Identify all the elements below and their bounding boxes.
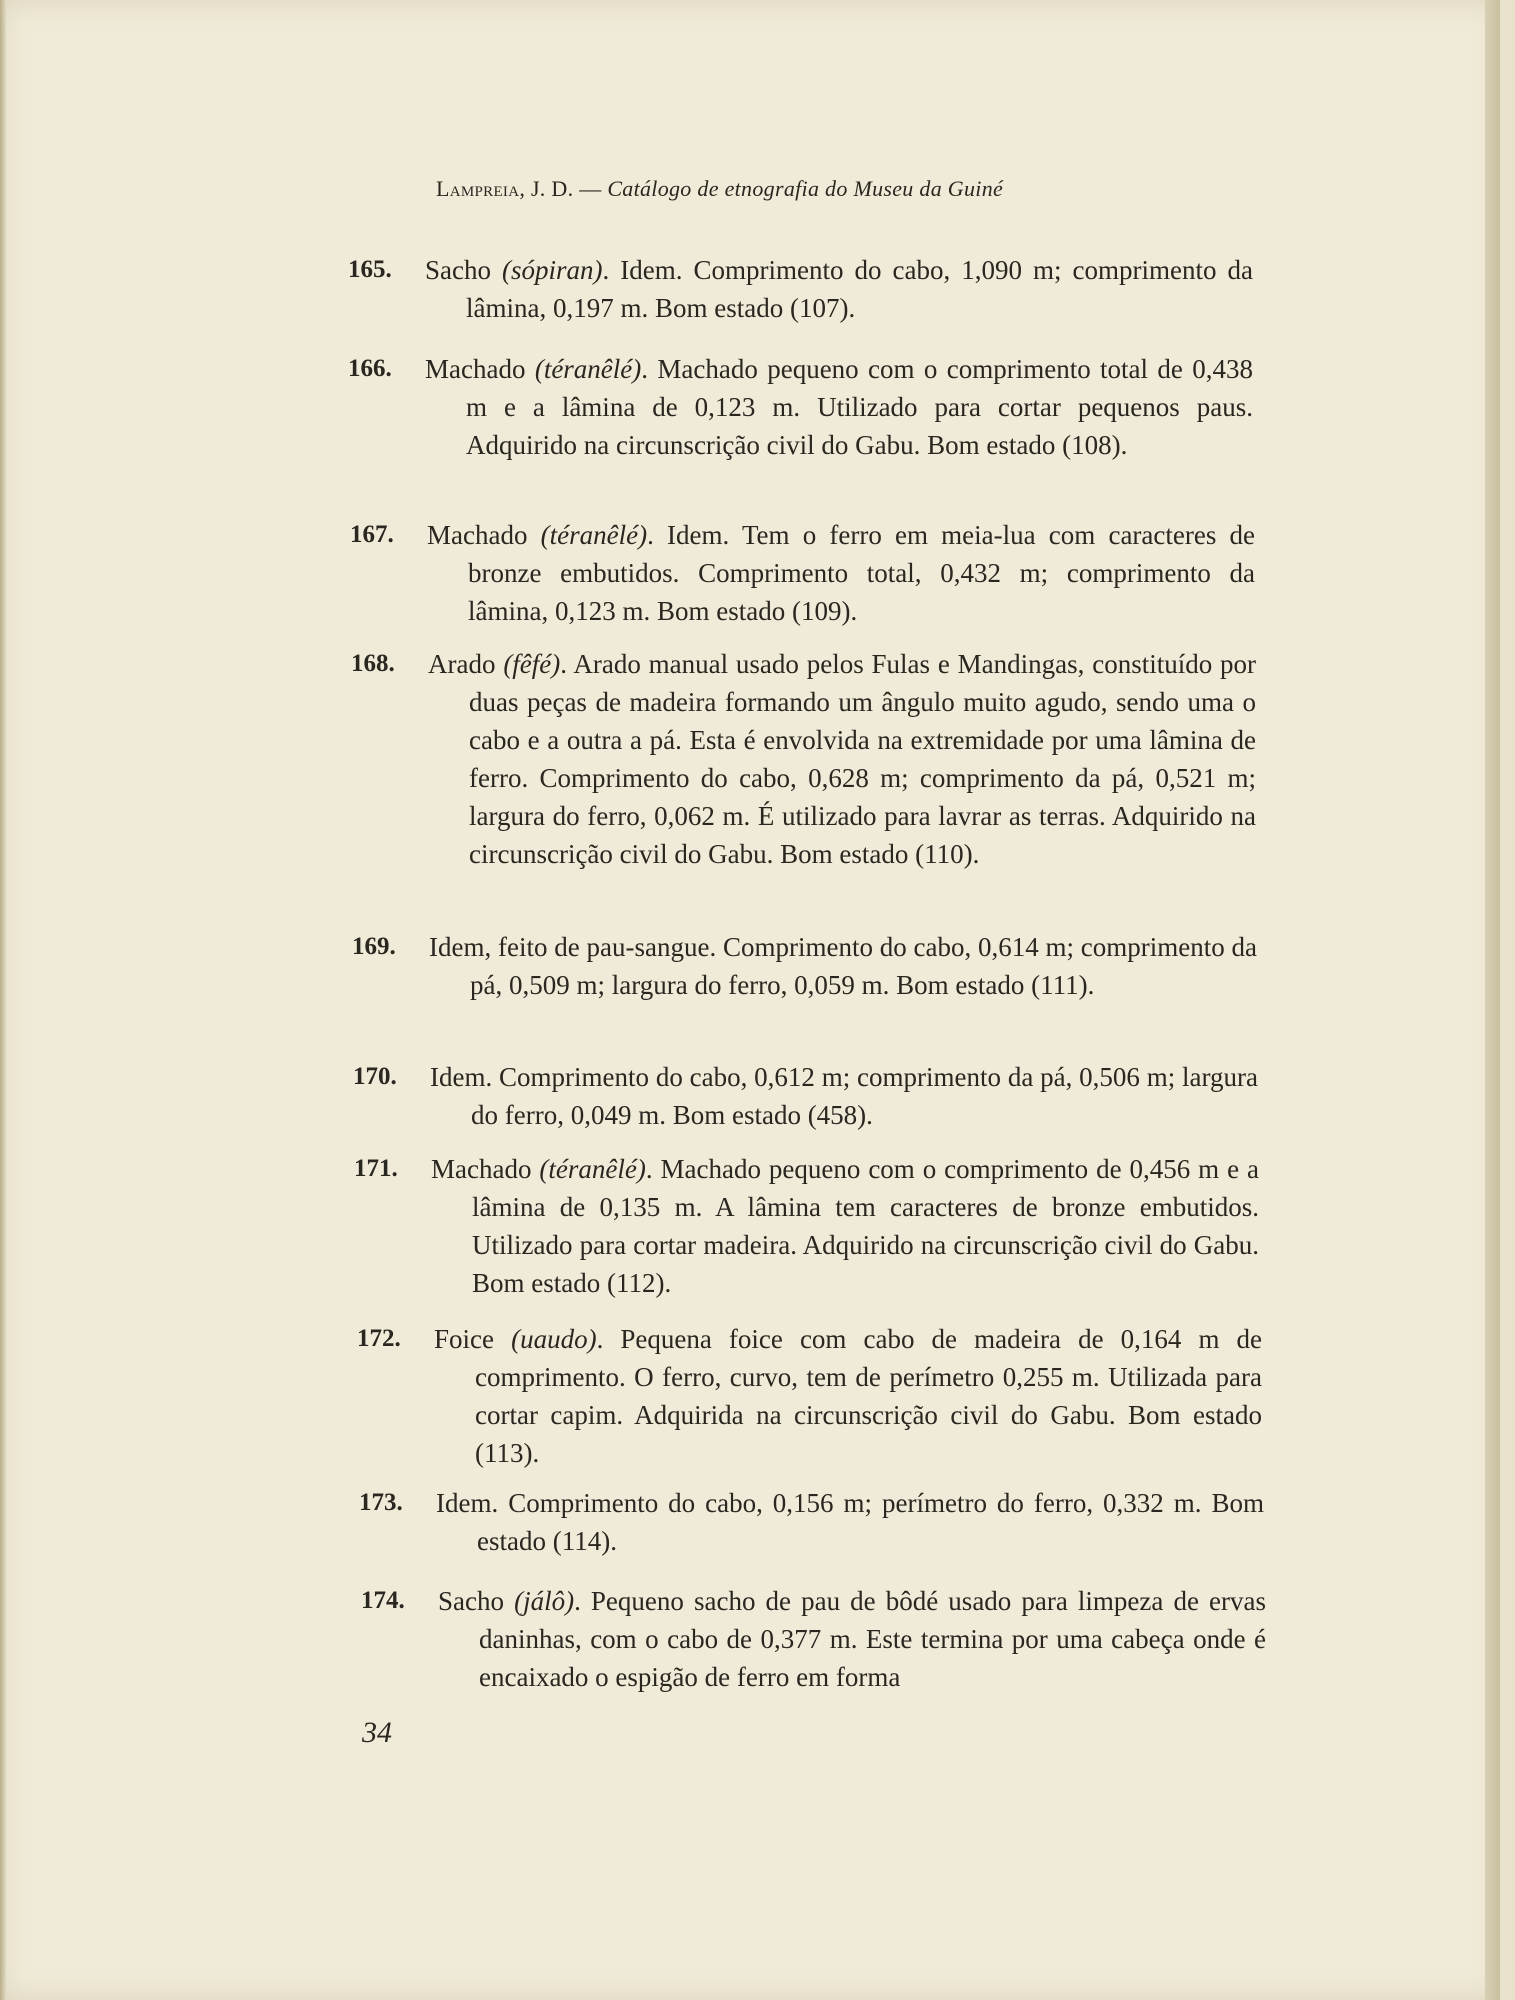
header-title: Catálogo de etnografia do Museu da Guiné: [607, 176, 1004, 201]
entry-description: . Machado pequeno com o comprimento de 0,456 m e a lâmina de 0,135 m. A lâmina tem caracteres de bronze embutidos. Utilizado para cortar madeira. Adquirido na circunscrição civil do Gabu. Bom estado (112).: [472, 1154, 1259, 1298]
entry-text: [428, 645, 1256, 873]
entry-text: [425, 350, 1253, 464]
entry-name: Idem: [430, 1062, 486, 1092]
entry-number: 173.: [359, 1489, 403, 1516]
entry-local-name: (téranêlé): [540, 520, 648, 550]
page-left-edge: [0, 0, 6, 2000]
entry-local-name: (téranêlé): [534, 354, 642, 384]
entry-description: . Machado pequeno com o comprimento total de 0,438 m e a lâmina de 0,123 m. Utilizado para cortar pequenos paus. Adquirido na circunscrição civil do Gabu. Bom estado (108).: [466, 354, 1253, 460]
entry-number: 167.: [350, 521, 394, 548]
entry-description: . Pequeno sacho de pau de bôdé usado para limpeza de ervas daninhas, com o cabo de 0,377 m. Este termina por uma cabeça onde é encaixado o espigão de ferro em forma: [479, 1586, 1266, 1692]
entry-description: . Idem. Tem o ferro em meia-lua com caracteres de bronze embutidos. Comprimento total, 0,432 m; comprimento da lâmina, 0,123 m. Bom estado (109).: [468, 520, 1256, 626]
entry-text: [425, 251, 1253, 327]
entry-name: Machado: [431, 1154, 532, 1184]
entry-text: [430, 1058, 1258, 1134]
header-author: Lampreia, J. D.: [436, 176, 574, 201]
entry-text: [438, 1582, 1266, 1696]
entry-number: 169.: [352, 933, 396, 960]
entry-name: Sacho: [425, 255, 491, 285]
entry-local-name: (sópiran): [502, 255, 603, 285]
entry-text: [436, 1484, 1264, 1560]
entry-name: Machado: [427, 520, 528, 550]
running-header: [436, 176, 1003, 202]
entry-local-name: (jálô): [514, 1586, 575, 1616]
entry-text: [427, 516, 1255, 630]
page-number: 34: [362, 1716, 392, 1749]
entry-name: Arado: [428, 649, 496, 679]
entry-description: , feito de pau-sangue. Comprimento do cabo, 0,614 m; comprimento da pá, 0,509 m; largura do ferro, 0,059 m. Bom estado (111).: [470, 932, 1257, 1000]
entry-description: . Idem. Comprimento do cabo, 1,090 m; comprimento da lâmina, 0,197 m. Bom estado (107).: [466, 255, 1253, 323]
entry-number: 174.: [361, 1587, 405, 1614]
entry-local-name: (téranêlé): [539, 1154, 646, 1184]
entry-description: . Comprimento do cabo, 0,156 m; perímetro do ferro, 0,332 m. Bom estado (114).: [477, 1488, 1264, 1556]
entry-number: 171.: [354, 1155, 398, 1182]
entry-name: Machado: [425, 354, 526, 384]
entry-number: 168.: [351, 650, 395, 677]
entry-text: [431, 1150, 1259, 1302]
entry-text: [434, 1320, 1262, 1472]
header-separator: —: [573, 176, 608, 201]
entry-number: 172.: [357, 1325, 401, 1352]
entry-number: 166.: [348, 355, 392, 382]
entry-name: Foice: [434, 1324, 494, 1354]
entry-local-name: (fêfé): [503, 649, 561, 679]
entry-number: 165.: [348, 256, 392, 283]
entry-name: Sacho: [438, 1586, 504, 1616]
entry-number: 170.: [353, 1063, 397, 1090]
entry-name: Idem: [429, 932, 485, 962]
page-right-edge: [1485, 0, 1500, 2000]
entry-description: . Comprimento do cabo, 0,612 m; comprimento da pá, 0,506 m; largura do ferro, 0,049 m. Bom estado (458).: [471, 1062, 1258, 1130]
entry-description: . Arado manual usado pelos Fulas e Mandingas, constituído por duas peças de madeira formando um ângulo muito agudo, sendo uma o cabo e a outra a pá. Esta é envolvida na extremidade por uma lâmina de ferro. Comprimento do cabo, 0,628 m; comprimento da pá, 0,521 m; largura do ferro, 0,062 m. É utilizado para lavrar as terras. Adquirido na circunscrição civil do Gabu. Bom estado (110).: [469, 649, 1257, 869]
entry-name: Idem: [436, 1488, 492, 1518]
entry-description: . Pequena foice com cabo de madeira de 0,164 m de comprimento. O ferro, curvo, tem de perímetro 0,255 m. Utilizada para cortar capim. Adquirida na circunscrição civil do Gabu. Bom estado (113).: [475, 1324, 1263, 1468]
entry-local-name: (uaudo): [511, 1324, 597, 1354]
entry-text: [429, 928, 1257, 1004]
